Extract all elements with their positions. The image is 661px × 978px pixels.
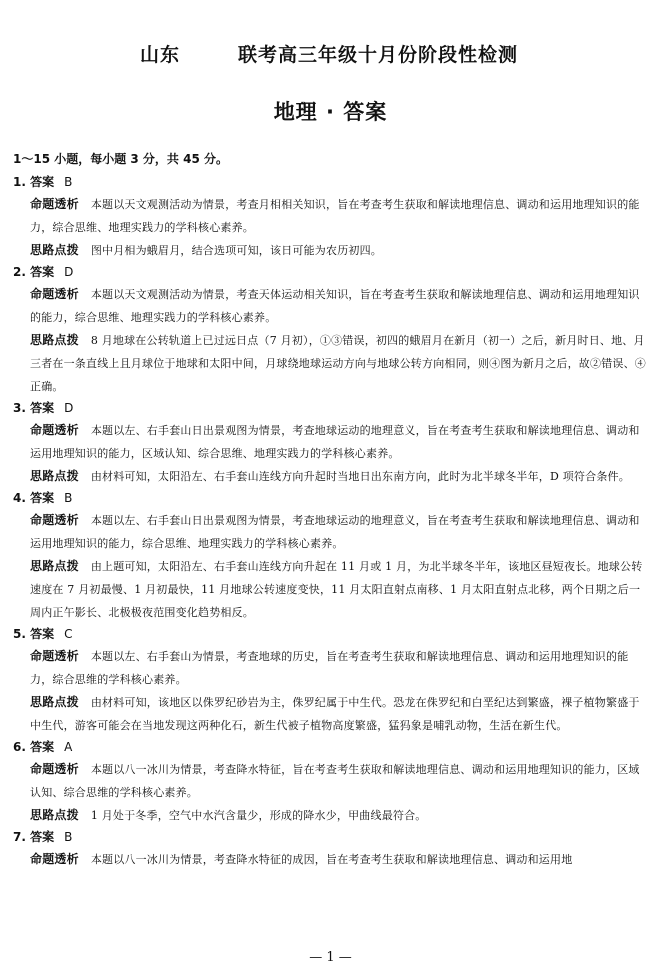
section-intro: 1～15 小题，每小题 3 分，共 45 分。 [13, 152, 228, 166]
answer-value: A [64, 740, 73, 754]
question-7 [13, 827, 649, 871]
answer-line: 5. 答案 C [13, 627, 73, 641]
question-6 [13, 737, 649, 827]
answer-value: B [64, 491, 73, 505]
analysis-block: 命题透析 本题以八一冰川为情景，考查降水特征，旨在考查考生获取和解读地理信息、调动和运用地理知识的能力，区域认知、综合思维的学科核心素养。 [30, 762, 640, 799]
answer-line: 7. 答案 B [13, 830, 73, 844]
answer-line: 6. 答案 A [13, 740, 73, 754]
exam-title: 联考高三年级十月份阶段性检测 [238, 44, 519, 66]
question-1 [13, 172, 649, 262]
hint-block: 思路点拨 由材料可知，该地区以侏罗纪砂岩为主，侏罗纪属于中生代。恐龙在侏罗纪和白垩纪达到繁盛，裸子植物繁盛于中生代，游客可能会在当地发现这两种化石，新生代被子植物高度繁盛，猛犸象是哺乳动物，生活在新生代。 [30, 695, 640, 732]
exam-header [0, 40, 661, 70]
analysis-block: 命题透析 本题以天文观测活动为情景，考查天体运动相关知识，旨在考查考生获取和解读地理信息、调动和运用地理知识的能力，综合思维、地理实践力的学科核心素养。 [30, 287, 640, 324]
answer-line: 1. 答案 B [13, 175, 73, 189]
answer-value: B [64, 175, 73, 189]
question-3 [13, 398, 649, 488]
exam-region: 山东 [140, 44, 181, 66]
hint-block: 思路点拨 由材料可知，太阳沿左、右手套山连线方向升起时当地日出东南方向，此时为北半球冬半年，D 项符合条件。 [30, 469, 630, 483]
page-number: — 1 — [309, 950, 352, 965]
answer-value: D [64, 265, 74, 279]
question-4 [13, 488, 649, 624]
answer-list [13, 172, 649, 871]
answer-value: B [64, 830, 73, 844]
analysis-block: 命题透析 本题以左、右手套山日出景观图为情景，考查地球运动的地理意义，旨在考查考生获取和解读地理信息、调动和运用地理知识的能力，区域认知、综合思维、地理实践力的学科核心素养。 [30, 423, 640, 460]
analysis-block: 命题透析 本题以天文观测活动为情景，考查月相相关知识，旨在考查考生获取和解读地理信息、调动和运用地理知识的能力，综合思维、地理实践力的学科核心素养。 [30, 197, 640, 234]
analysis-block: 命题透析 本题以八一冰川为情景，考查降水特征的成因，旨在考查考生获取和解读地理信息、调动和运用地 [30, 852, 573, 866]
analysis-block: 命题透析 本题以左、右手套山日出景观图为情景，考查地球运动的地理意义，旨在考查考生获取和解读地理信息、调动和运用地理知识的能力，综合思维、地理实践力的学科核心素养。 [30, 513, 640, 550]
hint-block: 思路点拨 1 月处于冬季，空气中水汽含量少，形成的降水少，甲曲线最符合。 [30, 808, 427, 822]
hint-block: 思路点拨 图中月相为蛾眉月，结合选项可知，该日可能为农历初四。 [30, 243, 383, 257]
hint-block: 思路点拨 由上题可知，太阳沿左、右手套山连线方向升起在 11 月或 1 月，为北半球冬半年，该地区昼短夜长。地球公转速度在 7 月初最慢、1 月初最快，11 月地球公转速度变快，11 月太阳直射点南移、1 月太阳直射点北移，两个日期之后一周内正午影长、北极极夜范围变化趋势相反。 [30, 559, 643, 619]
subject-title: 地理 · 答案 [273, 100, 388, 124]
answer-value: C [64, 627, 73, 641]
question-5 [13, 624, 649, 737]
answer-line: 2. 答案 D [13, 265, 74, 279]
hint-block: 思路点拨 8 月地球在公转轨道上已过远日点（7 月初），①③错误，初四的蛾眉月在新月（初一）之后，新月时日、地、月三者在一条直线上且月球位于地球和太阳中间，月球绕地球运动方向与地球公转方向相同，则④图为新月之后，故②错误、④正确。 [30, 333, 646, 393]
answer-line: 3. 答案 D [13, 401, 74, 415]
answer-line: 4. 答案 B [13, 491, 73, 505]
analysis-block: 命题透析 本题以左、右手套山为情景，考查地球的历史，旨在考查考生获取和解读地理信息、调动和运用地理知识的能力，综合思维的学科核心素养。 [30, 649, 629, 686]
question-2 [13, 262, 649, 398]
answer-value: D [64, 401, 74, 415]
